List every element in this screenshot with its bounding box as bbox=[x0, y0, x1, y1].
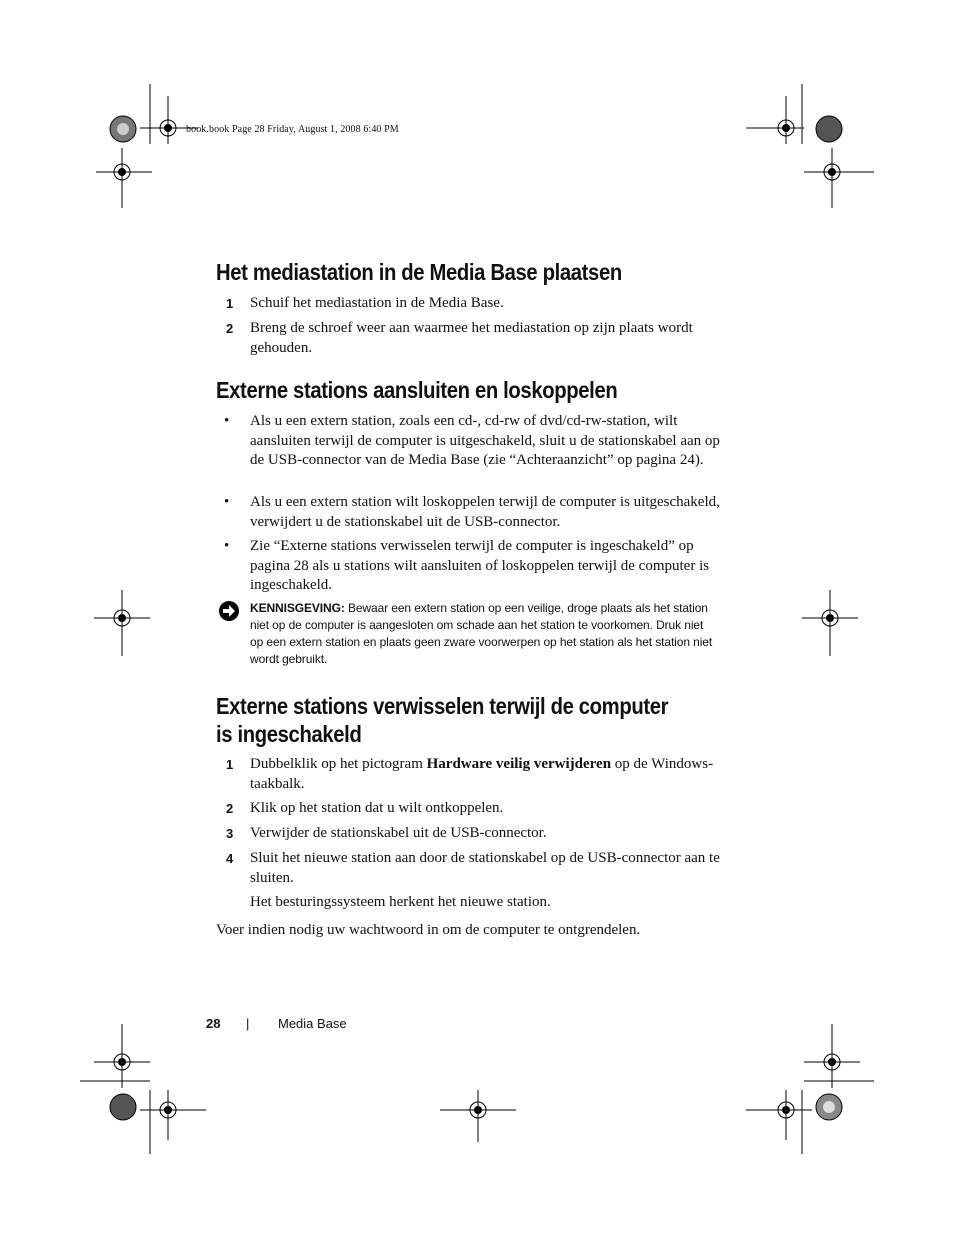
step-number: 1 bbox=[226, 757, 234, 772]
step-item bbox=[216, 755, 726, 794]
registration-mark-top-right-2 bbox=[804, 148, 874, 208]
step-text: Klik op het station dat u wilt ontkoppelen. bbox=[250, 800, 504, 816]
color-target-top-left bbox=[108, 114, 138, 144]
registration-mark-bottom-left bbox=[80, 1024, 150, 1088]
registration-mark-top-left-2 bbox=[140, 84, 198, 144]
bullet-item bbox=[216, 537, 726, 596]
section-heading-swap-drives-line2: is ingeschakeld bbox=[216, 721, 362, 747]
page-number: 28 bbox=[206, 1016, 221, 1031]
registration-mark-top-right bbox=[746, 84, 804, 144]
step-text: Breng de schroef weer aan waarmee het mediastation op zijn plaats wordt gehouden. bbox=[250, 320, 693, 356]
footer-separator: | bbox=[246, 1016, 250, 1031]
bullet-mark: • bbox=[224, 413, 230, 429]
step-item bbox=[216, 824, 726, 844]
section-heading-external-drives: Externe stations aansluiten en loskoppelen bbox=[216, 377, 618, 403]
color-target-top-right bbox=[814, 114, 844, 144]
step-text: Verwijder de stationskabel uit de USB-connector. bbox=[250, 825, 547, 841]
bullet-mark: • bbox=[224, 494, 230, 510]
color-target-bottom-right bbox=[814, 1092, 844, 1122]
notice-label: KENNISGEVING: bbox=[250, 601, 345, 615]
notice-arrow-icon bbox=[218, 600, 240, 622]
step-note bbox=[216, 893, 726, 913]
step-item bbox=[216, 294, 726, 314]
step-number: 1 bbox=[226, 296, 234, 311]
print-header: book.book Page 28 Friday, August 1, 2008 6:40 PM bbox=[186, 124, 399, 135]
registration-mark-bottom-left-2 bbox=[140, 1090, 206, 1154]
step-number: 2 bbox=[226, 321, 234, 336]
closing-paragraph: Voer indien nodig uw wachtwoord in om de computer te ontgrendelen. bbox=[216, 922, 641, 938]
step-item bbox=[216, 799, 726, 819]
color-target-bottom-left bbox=[108, 1092, 138, 1122]
registration-mark-top-left bbox=[96, 148, 152, 208]
safely-remove-hardware-label: Hardware veilig verwijderen bbox=[426, 756, 612, 772]
step-note-text: Het besturingssysteem herkent het nieuwe station. bbox=[250, 894, 551, 910]
step-text bbox=[250, 755, 726, 794]
bullet-text: Als u een extern station, zoals een cd-, cd-rw of dvd/cd-rw-station, wilt aansluiten terwijl de computer is uitgeschakeld, sluit u de stationskabel aan op de USB-connector van de Media Base (zie “Achteraanzicht” op pagina 24). bbox=[250, 413, 720, 468]
step-item bbox=[216, 319, 726, 358]
registration-mark-bottom-center bbox=[440, 1090, 516, 1142]
bullet-text: Als u een extern station wilt loskoppelen terwijl de computer is uitgeschakeld, verwijdert u de stationskabel uit de USB-connector. bbox=[250, 494, 720, 530]
notice-text bbox=[250, 600, 716, 668]
section-heading-insert-media-drive: Het mediastation in de Media Base plaatsen bbox=[216, 259, 622, 285]
registration-mark-mid-right bbox=[802, 590, 858, 656]
step-text: Sluit het nieuwe station aan door de stationskabel op de USB-connector aan te sluiten. bbox=[250, 850, 720, 886]
step-number: 4 bbox=[226, 851, 234, 866]
notice-body: Bewaar een extern station op een veilige, droge plaats als het station niet op de computer is aangesloten om schade aan het station te voorkomen. Druk niet op een extern station en plaats geen zware voorwerpen op het station als het station niet wordt gebruikt. bbox=[250, 601, 713, 666]
bullet-mark: • bbox=[224, 538, 230, 554]
step-text-pre: Dubbelklik op het pictogram bbox=[250, 756, 427, 772]
registration-mark-mid-left bbox=[94, 590, 150, 656]
notice-box bbox=[216, 600, 716, 668]
section-heading-swap-drives-line1: Externe stations verwisselen terwijl de computer bbox=[216, 693, 669, 719]
step-number: 3 bbox=[226, 826, 234, 841]
registration-mark-bottom-right-2 bbox=[804, 1024, 874, 1088]
step-text-post: op de Windows-taakbalk. bbox=[250, 756, 714, 792]
footer-section-name: Media Base bbox=[278, 1016, 347, 1031]
step-item bbox=[216, 849, 726, 888]
bullet-item bbox=[216, 412, 726, 471]
bullet-text: Zie “Externe stations verwisselen terwijl de computer is ingeschakeld” op pagina 28 als u stations wilt aansluiten of loskoppelen terwijl de computer is ingeschakeld. bbox=[250, 538, 710, 593]
bullet-item bbox=[216, 493, 726, 532]
step-text: Schuif het mediastation in de Media Base. bbox=[250, 295, 504, 311]
registration-mark-bottom-right bbox=[746, 1090, 812, 1154]
step-number: 2 bbox=[226, 801, 234, 816]
